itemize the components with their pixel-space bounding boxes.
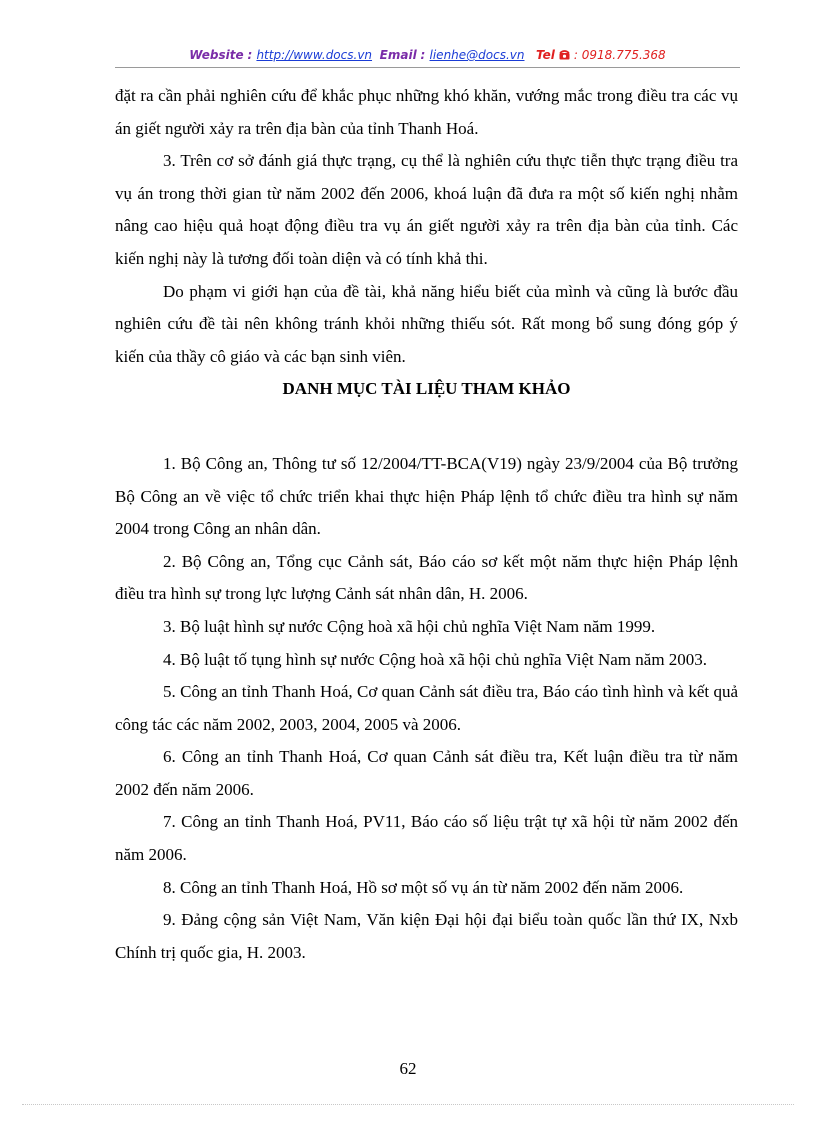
reference-item-1: 1. Bộ Công an, Thông tư số 12/2004/TT-BCA(V19) ngày 23/9/2004 của Bộ trưởng Bộ Công an về việc tổ chức triển khai thực hiện Pháp lệnh tổ chức điều tra hình sự năm 2004 trong Công an nhân dân. [115, 453, 738, 539]
reference-item-3: 3. Bộ luật hình sự nước Cộng hoà xã hội chủ nghĩa Việt Nam năm 1999. [163, 616, 656, 636]
reference-item-8: 8. Công an tỉnh Thanh Hoá, Hồ sơ một số vụ án từ năm 2002 đến năm 2006. [163, 877, 684, 897]
phone-icon [559, 48, 574, 62]
tel-value: : 0918.775.368 [573, 48, 666, 62]
reference-item-6: 6. Công an tỉnh Thanh Hoá, Cơ quan Cảnh sát điều tra, Kết luận điều tra từ năm 2002 đến năm 2006. [115, 747, 738, 799]
header-divider [115, 67, 740, 68]
reference-item-4: 4. Bộ luật tố tụng hình sự nước Cộng hoà xã hội chủ nghĩa Việt Nam năm 2003. [163, 649, 708, 669]
body-paragraph-1: đặt ra cần phải nghiên cứu để khắc phục những khó khăn, vướng mắc trong điều tra các vụ án giết người xảy ra trên địa bàn của tỉnh Thanh Hoá. [115, 86, 738, 138]
website-label: Website [189, 48, 244, 62]
reference-item-5: 5. Công an tỉnh Thanh Hoá, Cơ quan Cảnh sát điều tra, Báo cáo tình hình và kết quả công tác các năm 2002, 2003, 2004, 2005 và 2006. [115, 682, 738, 734]
body-paragraph-2: 3. Trên cơ sở đánh giá thực trạng, cụ thể là nghiên cứu thực tiễn thực trạng điều tra vụ án trong thời gian từ năm 2002 đến 2006, khoá luận đã đưa ra một số kiến nghị nhằm nâng cao hiệu quả hoạt động điều tra vụ án giết người xảy ra trên địa bàn của tỉnh. Các kiến nghị này là tương đối toàn diện và có tính khả thi. [115, 151, 738, 268]
body-paragraph-3: Do phạm vi giới hạn của đề tài, khả năng hiểu biết của mình và cũng là bước đầu nghiên cứu đề tài nên không tránh khỏi những thiếu sót. Rất mong bổ sung đóng góp ý kiến của thầy cô giáo và các bạn sinh viên. [115, 281, 738, 366]
website-link[interactable]: http://www.docs.vn [256, 48, 373, 62]
email-label: Email [379, 48, 417, 62]
footer-dotted-divider [22, 1104, 794, 1105]
heading-spacer [115, 406, 738, 448]
reference-item-2: 2. Bộ Công an, Tổng cục Cảnh sát, Báo cáo sơ kết một năm thực hiện Pháp lệnh điều tra hình sự trong lực lượng Cảnh sát nhân dân, H. 2006. [115, 551, 738, 604]
page-number: 62 [399, 1059, 417, 1078]
email-link[interactable]: lienhe@docs.vn [429, 48, 525, 62]
page-content [115, 80, 738, 969]
reference-item-9: 9. Đảng cộng sản Việt Nam, Văn kiện Đại hội đại biểu toàn quốc lần thứ IX, Nxb Chính trị quốc gia, H. 2003. [115, 910, 738, 962]
tel-label: Tel [535, 48, 555, 62]
references-heading: DANH MỤC TÀI LIỆU THAM KHẢO [282, 379, 571, 399]
reference-item-7: 7. Công an tỉnh Thanh Hoá, PV11, Báo cáo số liệu trật tự xã hội từ năm 2002 đến năm 2006. [115, 812, 738, 865]
page-header: Website : http://www.docs.vn Email : lienhe@docs.vn Tel : 0918.775.368 [189, 48, 666, 62]
